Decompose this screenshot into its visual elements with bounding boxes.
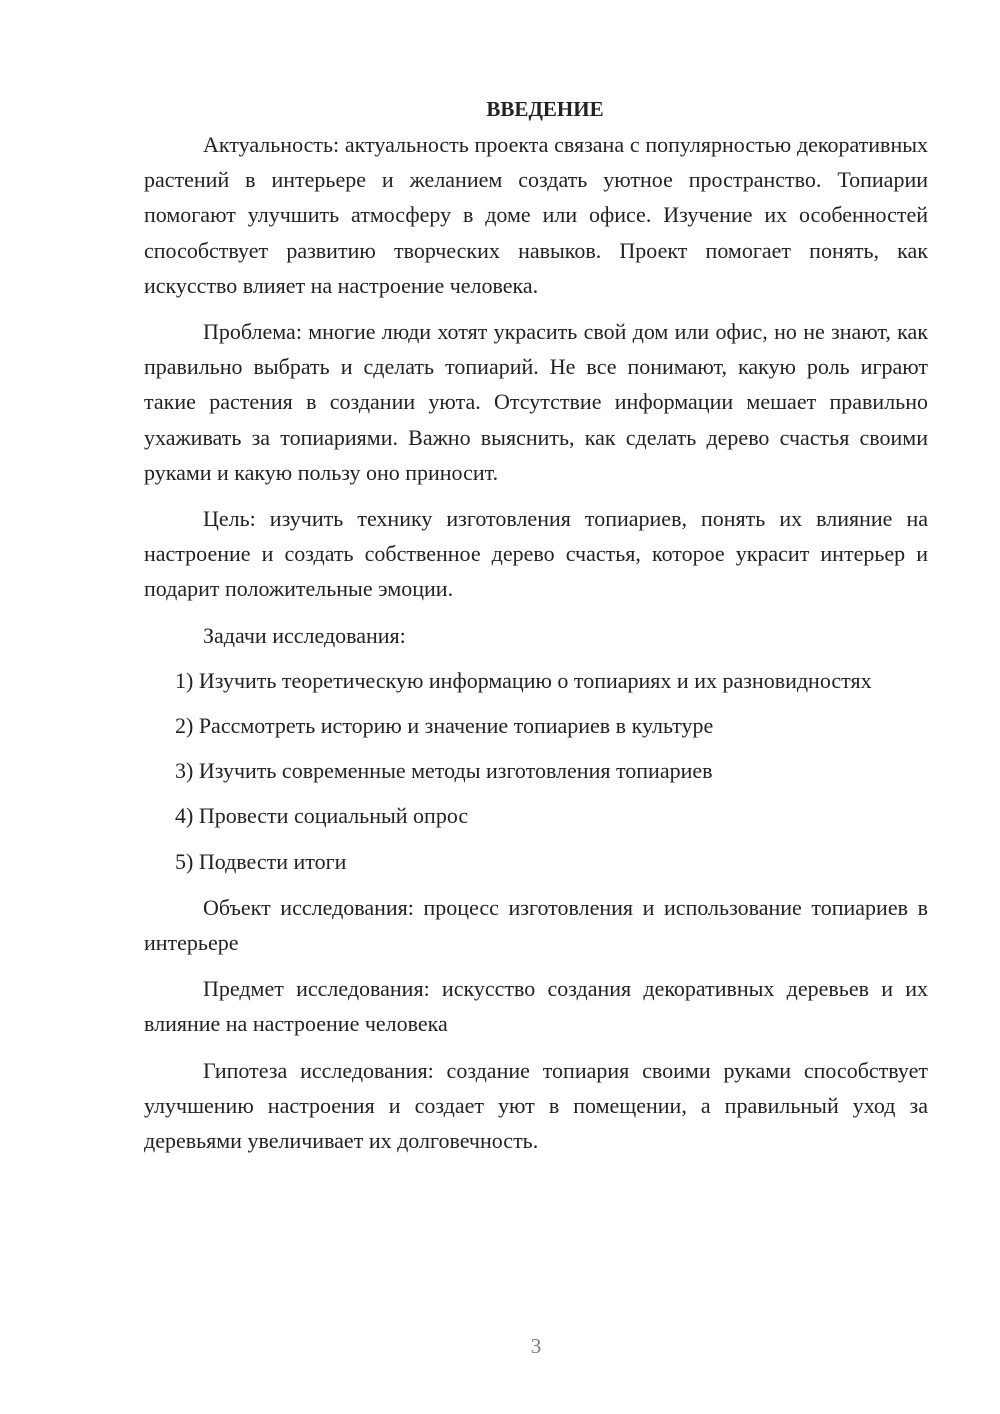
hypothesis-paragraph: Гипотеза исследования: создание топиария своими руками способствует улучшению настроения и создает уют в помещении, а правильный уход за деревьями увеличивает их долговечность. bbox=[144, 1057, 928, 1154]
object-paragraph: Объект исследования: процесс изготовления и использование топиариев в интерьере bbox=[144, 894, 928, 956]
page-number: 3 bbox=[530, 1334, 542, 1358]
task-item-2: 2) Рассмотреть историю и значение топиариев в культуре bbox=[175, 713, 714, 739]
subject-paragraph: Предмет исследования: искусство создания декоративных деревьев и их влияние на настроение человека bbox=[144, 976, 928, 1037]
page-title: ВВЕДЕНИЕ bbox=[486, 97, 604, 121]
task-item-5: 5) Подвести итоги bbox=[175, 848, 347, 874]
problem-paragraph: Проблема: многие люди хотят украсить свой дом или офис, но не знают, как правильно выбрать и сделать топиарий. Не все понимают, какую роль играют такие растения в создании уюта. Отсутствие информации мешает правильно ухаживать за топиариями. Важно выяснить, как сделать дерево счастья своими руками и какую пользу оно приносит. bbox=[144, 319, 928, 485]
goal-paragraph: Цель: изучить технику изготовления топиариев, понять их влияние на настроение и создать собственное дерево счастья, которое украсит интерьер и подарит положительные эмоции. bbox=[144, 506, 928, 602]
task-item-4: 4) Провести социальный опрос bbox=[175, 803, 469, 829]
task-item-3: 3) Изучить современные методы изготовления топиариев bbox=[175, 758, 713, 784]
relevance-paragraph: Актуальность: актуальность проекта связана с популярностью декоративных растений в интерьере и желанием создать уютное пространство. Топиарии помогают улучшить атмосферу в доме или офисе. Изучение их особенностей способствует развитию творческих навыков. Проект помогает понять, как искусство влияет на настроение человека. bbox=[144, 132, 928, 298]
tasks-list bbox=[144, 663, 928, 879]
tasks-heading: Задачи исследования: bbox=[203, 622, 406, 648]
page-content bbox=[144, 92, 928, 1158]
task-item-1: 1) Изучить теоретическую информацию о топиариях и их разновидностях bbox=[175, 667, 872, 693]
